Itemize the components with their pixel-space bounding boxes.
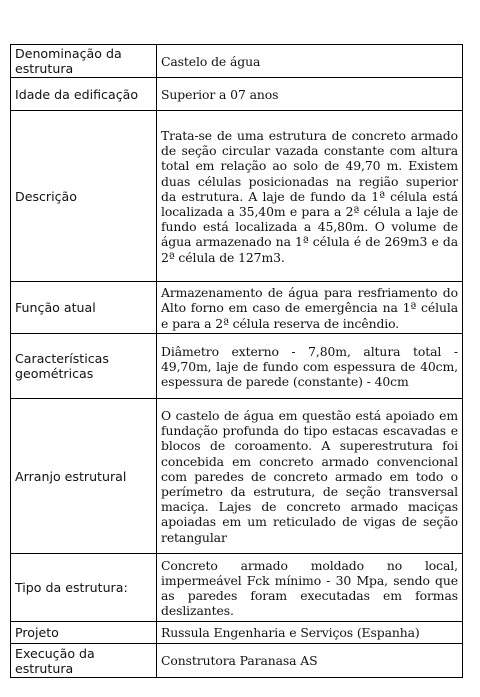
row-value: Superior a 07 anos — [157, 78, 463, 111]
structure-spec-table — [10, 44, 463, 678]
row-value: Diâmetro externo - 7,80m, altura total - 49,70m, laje de fundo com espessura de 40cm, espessura de parede (constante) - 40cm — [157, 334, 463, 399]
row-label: Idade da edificação — [11, 78, 157, 111]
row-value: Russula Engenharia e Serviços (Espanha) — [157, 622, 463, 644]
row-value: Castelo de água — [157, 45, 463, 78]
row-label: Execução da estrutura — [11, 644, 157, 678]
row-projeto — [11, 622, 463, 644]
row-label: Características geométricas — [11, 334, 157, 399]
row-descricao — [11, 111, 463, 282]
row-idade — [11, 78, 463, 111]
row-value: Concreto armado moldado no local, impermeável Fck mínimo - 30 Mpa, sendo que as paredes foram executadas em formas deslizantes. — [157, 554, 463, 622]
row-value: O castelo de água em questão está apoiado em fundação profunda do tipo estacas escavadas e blocos de coroamento. A superestrutura foi concebida em concreto armado convencional com paredes de concreto armado em todo o perímetro da estrutura, de seção transversal maciça. Lajes de concreto armado maciças apoiadas em um reticulado de vigas de seção retangular — [157, 399, 463, 554]
row-label: Denominação da estrutura — [11, 45, 157, 78]
row-label: Descrição — [11, 111, 157, 282]
row-label: Tipo da estrutura: — [11, 554, 157, 622]
row-value: Trata-se de uma estrutura de concreto armado de seção circular vazada constante com altura total em relação ao solo de 49,70 m. Existem duas células posicionadas na região superior da estrutura. A laje de fundo da 1ª célula está localizada a 35,40m e para a 2ª célula a laje de fundo está localizada a 45,80m. O volume de água armazenado na 1ª célula é de 269m3 e da 2ª célula de 127m3. — [157, 111, 463, 282]
row-value: Armazenamento de água para resfriamento do Alto forno em caso de emergência na 1ª célula e para a 2ª célula reserva de incêndio. — [157, 282, 463, 334]
row-denominacao — [11, 45, 463, 78]
row-label: Projeto — [11, 622, 157, 644]
row-arranjo — [11, 399, 463, 554]
row-tipo — [11, 554, 463, 622]
row-value: Construtora Paranasa AS — [157, 644, 463, 678]
row-label: Arranjo estrutural — [11, 399, 157, 554]
row-caracteristicas — [11, 334, 463, 399]
row-execucao — [11, 644, 463, 678]
row-funcao-atual — [11, 282, 463, 334]
row-label: Função atual — [11, 282, 157, 334]
